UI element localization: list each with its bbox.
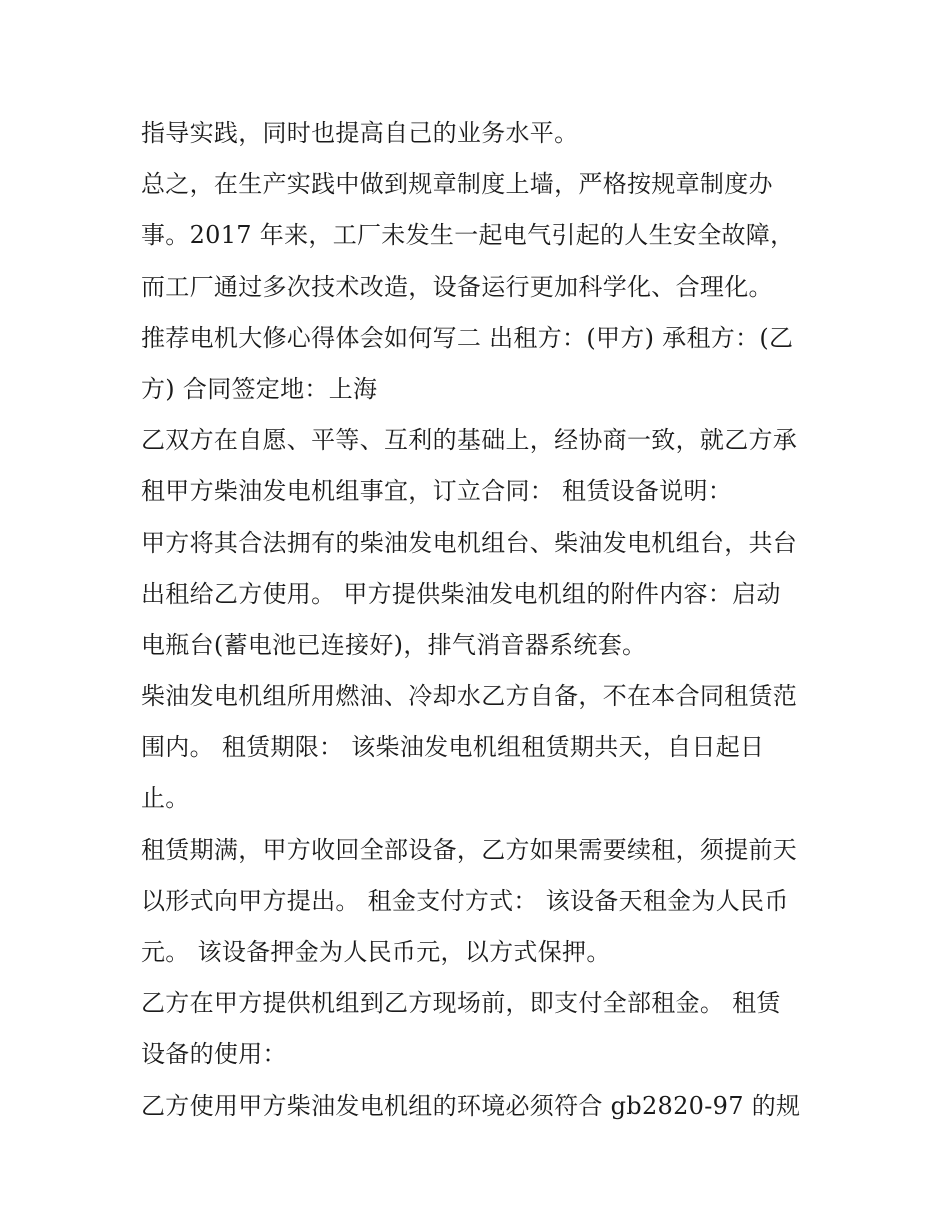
text-line: 出租给乙方使用。 甲方提供柴油发电机组的附件内容：启动	[141, 579, 781, 608]
text-line: 电瓶台(蓄电池已连接好)，排气消音器系统套。	[141, 630, 647, 659]
text-line: 租甲方柴油发电机组事宜，订立合同： 租赁设备说明：	[141, 477, 733, 506]
text-line: 总之，在生产实践中做到规章制度上墙，严格按规章制度办	[141, 170, 773, 199]
text-line: 推荐电机大修心得体会如何写二 出租方：(甲方) 承租方：(乙	[141, 323, 794, 352]
text-line: 元。 该设备押金为人民币元，以方式保押。	[141, 938, 611, 966]
text-line: 柴油发电机组所用燃油、冷却水乙方自备，不在本合同租赁范	[141, 682, 798, 711]
document-body	[141, 108, 821, 1132]
text-line: 方) 合同签定地：上海	[141, 374, 378, 403]
text-line: 甲方将其合法拥有的柴油发电机组台、柴油发电机组台，共台	[141, 528, 798, 557]
text-line: 乙双方在自愿、平等、互利的基础上，经协商一致，就乙方承	[141, 426, 798, 455]
text-line: 止。	[141, 784, 190, 813]
text-line: 乙方使用甲方柴油发电机组的环境必须符合 gb2820-97 的规	[141, 1091, 801, 1120]
text-line: 指导实践，同时也提高自己的业务水平。	[141, 119, 579, 147]
text-line: 以形式向甲方提出。 租金支付方式： 该设备天租金为人民币	[141, 886, 789, 915]
text-line: 围内。 租赁期限： 该柴油发电机组租赁期共天，自日起日	[141, 733, 765, 762]
text-line: 而工厂通过多次技术改造，设备运行更加科学化、合理化。	[141, 272, 773, 301]
text-line: 乙方在甲方提供机组到乙方现场前，即支付全部租金。 租赁	[141, 989, 781, 1018]
text-line: 租赁期满，甲方收回全部设备，乙方如果需要续租，须提前天	[141, 835, 798, 864]
text-line: 事。2017 年来，工厂未发生一起电气引起的人生安全故障，	[141, 221, 795, 250]
text-line: 设备的使用：	[141, 1040, 287, 1069]
